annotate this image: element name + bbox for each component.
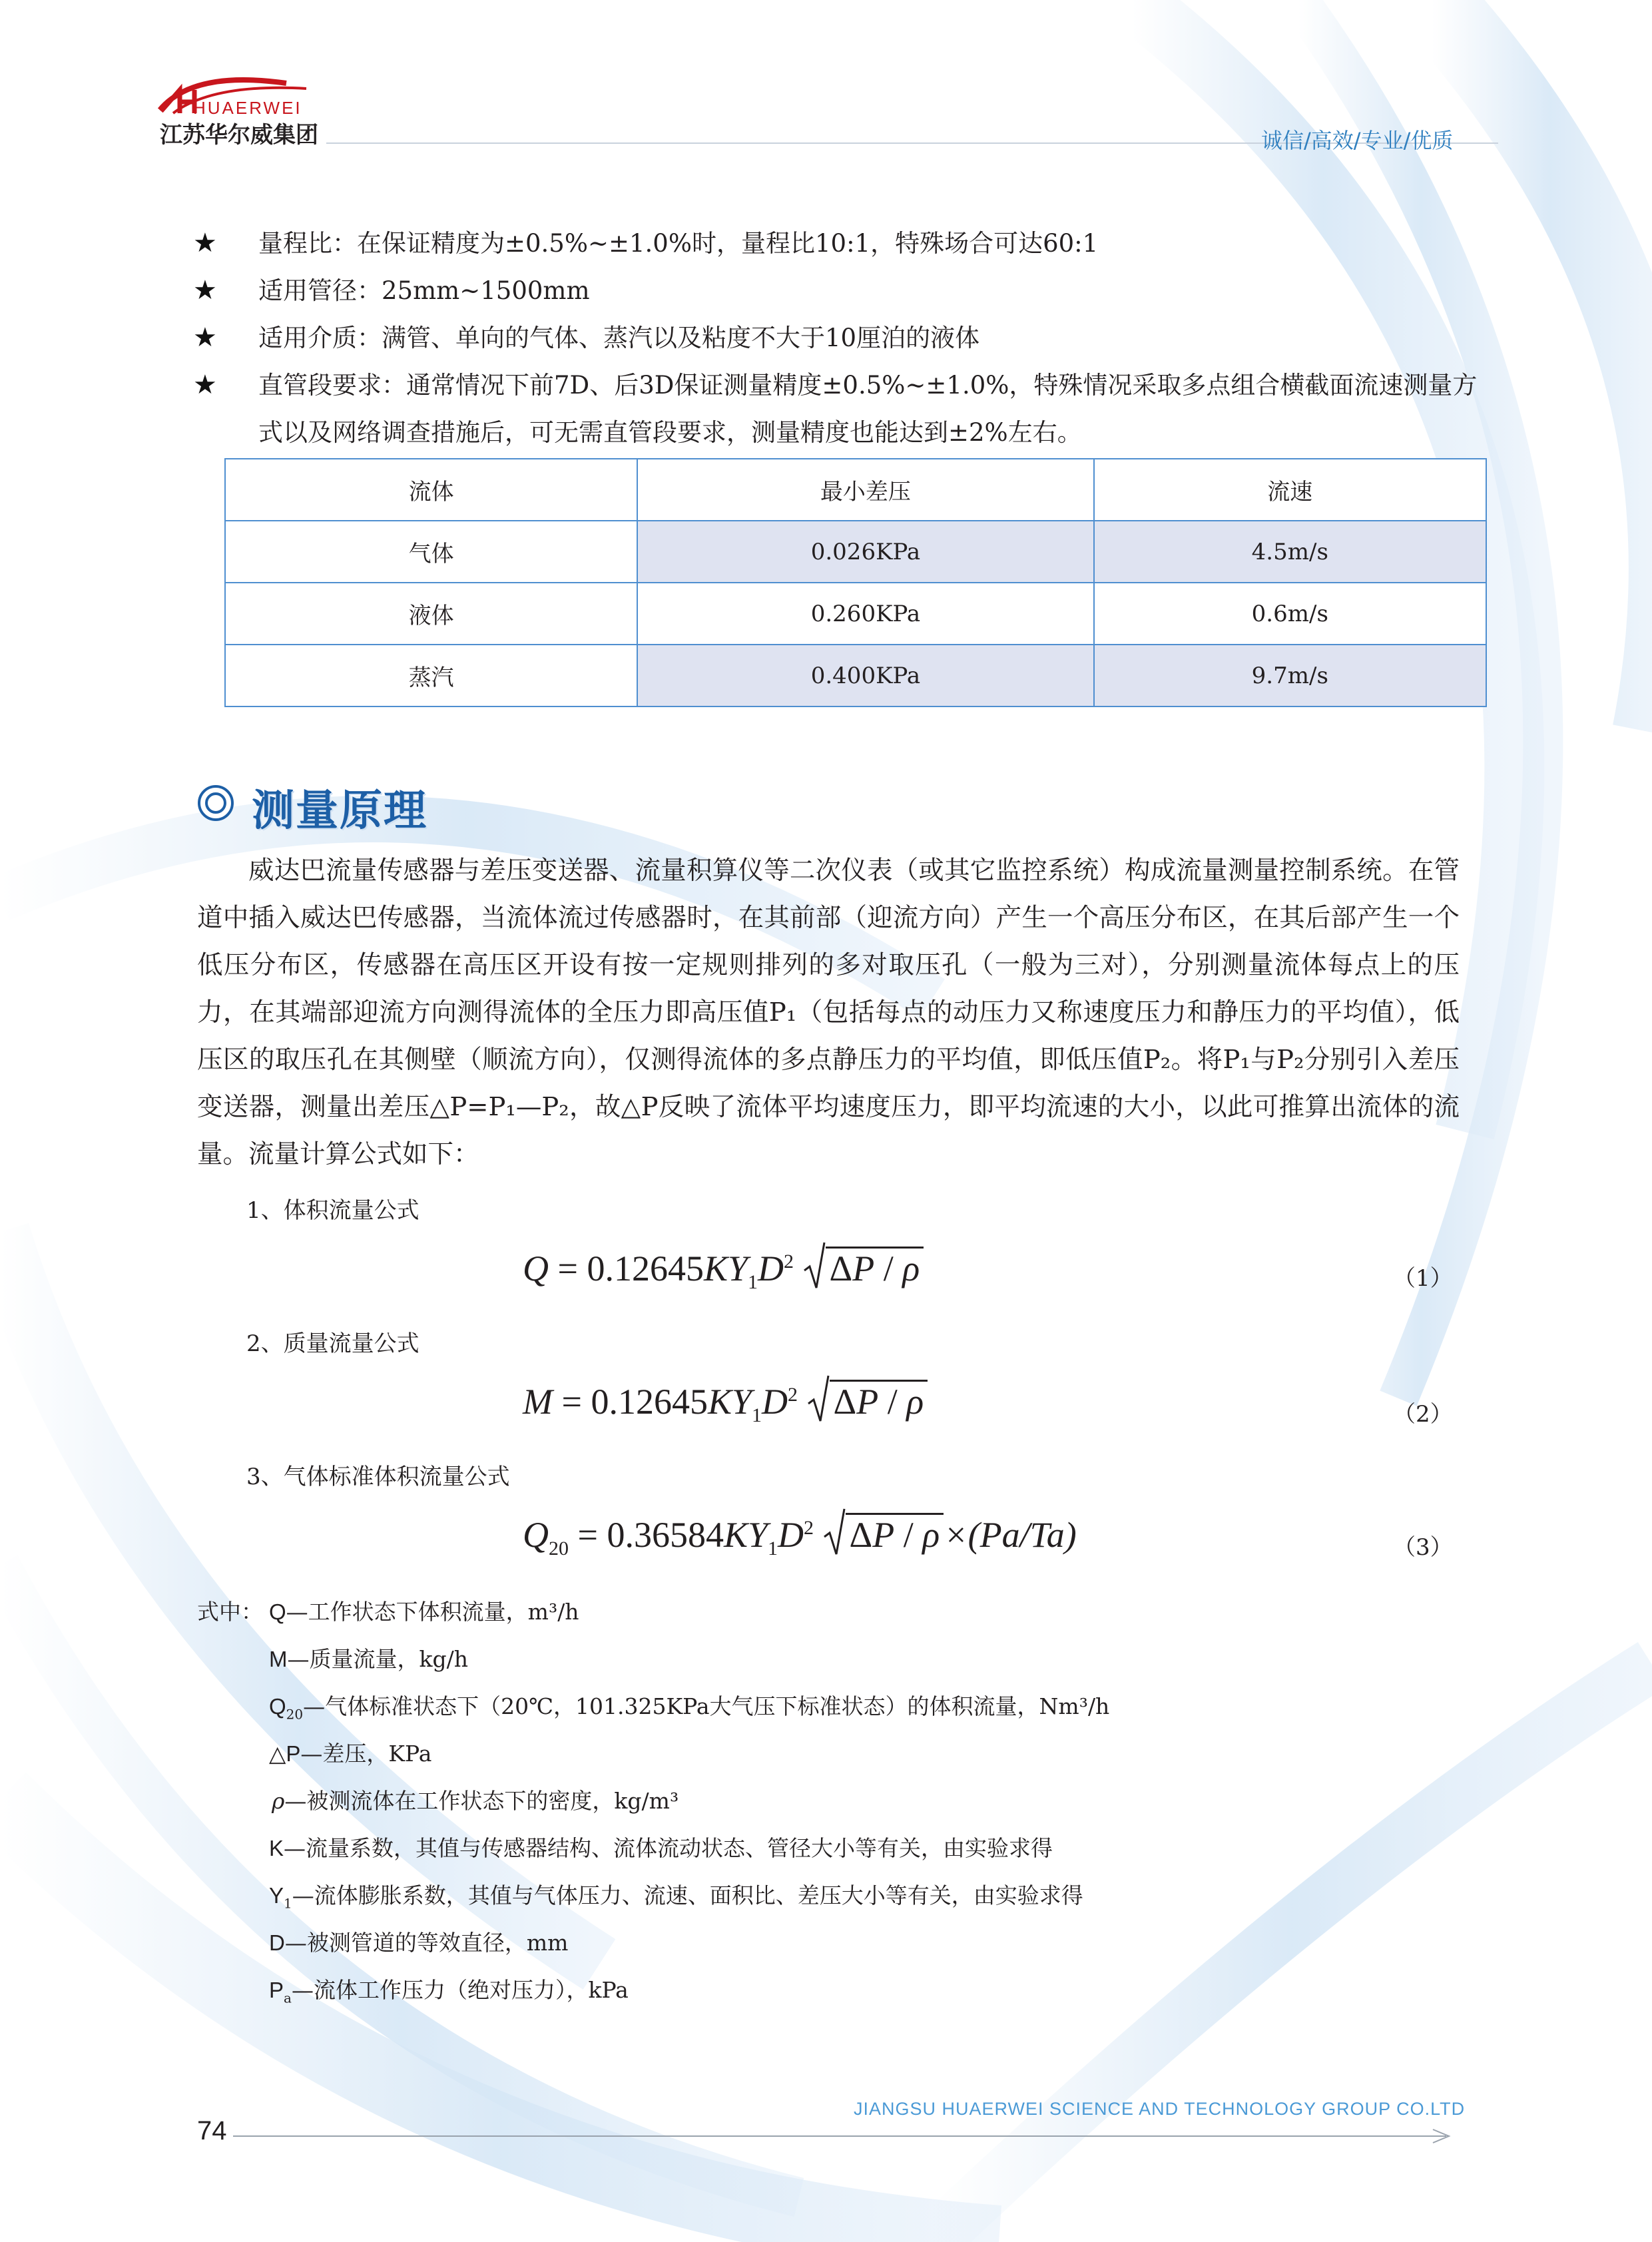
square-root-icon: [823, 1508, 846, 1555]
definitions-lead: 式中：: [197, 1599, 263, 1625]
table-cell: 0.400KPa: [637, 645, 1093, 706]
definition-item: $Q_{20}—$气体标准状态下（20℃，101.325KPa大气压下标准状态）的体积流量，Nm³/h: [269, 1693, 1110, 1723]
definition-item: D—被测管道的等效直径，mm: [269, 1930, 569, 1956]
definition-item: △P—差压，KPa: [269, 1741, 432, 1767]
square-root-icon: [803, 1241, 826, 1289]
formula-lhs: Q: [523, 1249, 549, 1288]
logo-text-en: HUAERWEI: [193, 98, 302, 118]
formula-coefficient: 0.12645: [591, 1382, 708, 1422]
page-number: 74: [197, 2116, 227, 2145]
footer-arrow-line: [233, 2128, 1452, 2144]
table-cell: 9.7m/s: [1094, 645, 1486, 706]
table-row: [225, 583, 1486, 645]
table-cell: 0.6m/s: [1094, 583, 1486, 645]
formula-number: （2）: [1393, 1401, 1453, 1428]
footer-company-name: JIANGSU HUAERWEI SCIENCE AND TECHNOLOGY GROUP CO.LTD: [854, 2099, 1466, 2119]
formula-lhs-subscript: 20: [549, 1537, 569, 1559]
formula-number: （1）: [1393, 1265, 1453, 1292]
table-cell: 4.5m/s: [1094, 521, 1486, 583]
formula-coefficient: 0.12645: [587, 1249, 704, 1288]
formula-lhs: M: [523, 1382, 553, 1422]
table-header-row: [225, 459, 1486, 521]
table-header-cell: 最小差压: [637, 459, 1093, 521]
formula-heading: 1、体积流量公式: [246, 1197, 419, 1224]
flow-spec-table: [224, 458, 1487, 707]
formula-lhs: Q: [523, 1515, 549, 1555]
star-icon: ★: [193, 228, 217, 258]
principle-paragraph: 威达巴流量传感器与差压变送器、流量积算仪等二次仪表（或其它监控系统）构成流量测量控制系统。在管道中插入威达巴传感器，当流体流过传感器时，在其前部（迎流方向）产生一个高压分布区，在其后部产生一个低压分布区，传感器在高压区开设有按一定规则排列的多对取压孔（一般为三对），分别测量流体每点上的压力，在其端部迎流方向测得流体的全压力即高压值P₁（包括每点的动压力又称速度压力和静压力的平均值），低压区的取压孔在其侧壁（顺流方向），仅测得流体的多点静压力的平均值，即低压值P₂。将P₁与P₂分别引入差压变送器，测量出差压△P=P₁—P₂，故△P反映了流体平均速度压力，即平均流速的大小，以此可推算出流体的流量。流量计算公式如下：: [197, 856, 1460, 1169]
table-cell: 0.026KPa: [637, 521, 1093, 583]
list-item: ★ 直管段要求：通常情况下前7D、后3D保证测量精度±0.5%~±1.0%，特殊情况采取多点组合横截面流速测量方式以及网络调查措施后，可无需直管段要求，测量精度也能达到±2%左右。: [193, 362, 1492, 456]
list-item: ★ 量程比：在保证精度为±0.5%~±1.0%时，量程比10:1，特殊场合可达60:1: [193, 220, 1492, 267]
section-title: 测量原理: [252, 786, 427, 836]
definition-item: K—流量系数，其值与传感器结构、流体流动状态、管径大小等有关，由实验求得: [269, 1835, 1053, 1861]
definition-item: $Y_1—$流体膨胀系数，其值与气体压力、流速、面积比、差压大小等有关，由实验求得: [269, 1882, 1083, 1912]
section-target-icon: [197, 784, 234, 822]
definition-item: $P_a—$流体工作压力（绝对压力），kPa: [269, 1977, 629, 2006]
company-logo: [153, 63, 326, 150]
spec-list: [193, 220, 1492, 456]
formula-heading: 3、气体标准体积流量公式: [246, 1464, 510, 1490]
header-slogan: 诚信/高效/专业/优质: [1261, 128, 1454, 153]
logo-text-cn: 江苏华尔威集团: [160, 122, 318, 148]
formula-standard-volume-flow: $Q_{20} = 0.36584KY_1D^2$ ΔP / ρ ×(Pa/Ta): [523, 1513, 1077, 1560]
table-cell: 蒸汽: [225, 645, 637, 706]
star-icon: ★: [193, 370, 217, 400]
formula-coefficient: 0.36584: [607, 1515, 724, 1555]
table-cell: 气体: [225, 521, 637, 583]
table-cell: 液体: [225, 583, 637, 645]
list-item: ★ 适用介质：满管、单向的气体、蒸汽以及粘度不大于10厘泊的液体: [193, 314, 1492, 362]
formula-number: （3）: [1393, 1534, 1453, 1561]
definition-item: M—质量流量，kg/h: [269, 1646, 468, 1672]
square-root-icon: [807, 1374, 830, 1422]
formula-tail: ×(Pa/Ta): [944, 1515, 1077, 1555]
table-header-cell: 流体: [225, 459, 637, 521]
star-icon: ★: [193, 322, 217, 353]
table-header-cell: 流速: [1094, 459, 1486, 521]
formula-mass-flow: $M = 0.12645KY_1D^2$ ΔP / ρ: [523, 1380, 928, 1427]
table-row: [225, 645, 1486, 706]
formula-heading: 2、质量流量公式: [246, 1330, 419, 1357]
definition-item: Q—工作状态下体积流量，m³/h: [269, 1599, 579, 1625]
formula-volume-flow: $Q = 0.12645KY_1D^2$ ΔP / ρ: [523, 1247, 924, 1294]
list-item: ★ 适用管径：25mm~1500mm: [193, 267, 1492, 314]
definition-item: ρ—被测流体在工作状态下的密度，kg/m³: [272, 1788, 679, 1814]
table-row: [225, 521, 1486, 583]
star-icon: ★: [193, 275, 217, 306]
table-cell: 0.260KPa: [637, 583, 1093, 645]
variable-definitions: [197, 1588, 1462, 2021]
